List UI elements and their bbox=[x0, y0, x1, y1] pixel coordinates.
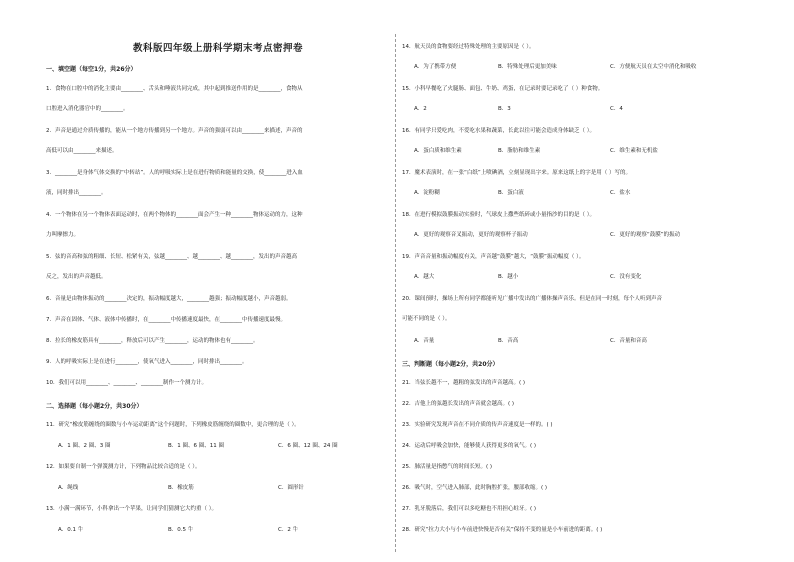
question-line: 9．人的呼吸实际上是在进行________，使氧气进入________，同时排出________。 bbox=[46, 359, 248, 365]
option-c: C．6 圈、12 圈、24 圈 bbox=[278, 443, 338, 449]
choice-question-continued: 可能不同的是（ ）。 bbox=[402, 316, 451, 322]
option-b: B．1 圈、6 圈、11 圈 bbox=[168, 443, 225, 449]
choice-options bbox=[414, 64, 696, 71]
option-c: C．盐水 bbox=[610, 190, 631, 196]
option-b: B．橡皮筋 bbox=[168, 485, 194, 491]
judge-question: 23．实验研究发现声音在不同介质的传声音速度是一样的。( ) bbox=[402, 422, 553, 428]
option-b: B．特殊处理后更加美味 bbox=[498, 64, 557, 70]
choice-question: 20．课间预时，操场上所有同学都能听见广播中发出的广播体操声音乐。但是在同一时刻，每个人听到声音 bbox=[402, 296, 663, 302]
option-c: C．4 bbox=[610, 106, 623, 112]
question-line: 7．声音在固体、气体、液体中传播时，在________中传播速度最快，在________中传播速度最慢。 bbox=[46, 317, 287, 323]
choice-question: 15．小科早餐吃了火腿肠、面包、牛奶、鸡蛋，在记录时要记录吃了（ ）种食物。 bbox=[402, 86, 604, 92]
option-b: B．脂肪和维生素 bbox=[498, 148, 541, 154]
question-line: 10．我们可以用________、________、________制作一个测力计。 bbox=[46, 380, 207, 386]
option-a: A．淀粉糊 bbox=[414, 190, 440, 196]
column-divider bbox=[395, 34, 396, 552]
question-line: 2．声音是通过介质传播的，能从一个地方传播到另一个地方。声音的强弱可以由________来描述，声音的 bbox=[46, 128, 303, 134]
option-c: C．方便航天员在太空中消化和吸收 bbox=[610, 64, 697, 70]
choice-question: 13．小满一满环节，小科拿出一个苹果，让同学们猜测它大约重（ ）。 bbox=[46, 506, 217, 512]
choice-question: 11．研究“橡皮筋缠绕的圈数与小车运动距离”这个问题时，下列橡皮筋缠绕的圈数中，更合理的是（ ）。 bbox=[46, 422, 300, 428]
choice-question: 18．在进行模拟鼓膜振动实验时，气球皮上撒些纸碎或小量指沙的目的是（ ）。 bbox=[402, 212, 595, 218]
judge-question: 21．当弦长越不一，越粗的弦发出的声音越高。( ) bbox=[402, 380, 526, 386]
option-a: A．2 bbox=[414, 106, 427, 112]
option-a: A．音量 bbox=[414, 338, 435, 344]
question-line: 液，同时排出________。 bbox=[46, 190, 107, 196]
option-c: C．没有变化 bbox=[610, 274, 642, 280]
question-line: 5．弦的音高和弦的粗细、长短、松紧有关，弦越________、越________、越________，发出的声音越高 bbox=[46, 254, 298, 260]
section-choice-heading: 二、选择题（每小题2分，共30分） bbox=[46, 403, 143, 410]
choice-options bbox=[58, 527, 298, 534]
page-title: 教科版四年级上册科学期末考点密押卷 bbox=[132, 43, 303, 54]
option-a: A．蛋白质和维生素 bbox=[414, 148, 462, 154]
choice-options bbox=[58, 443, 338, 450]
section-judge-heading: 三、判断题（每小题2分，共20分） bbox=[402, 361, 499, 368]
option-b: B．3 bbox=[498, 106, 511, 112]
question-line: 1．食物在口腔中的消化主要由________、舌头和唾液共同完成，其中起到推送作用的是________，食物从 bbox=[46, 86, 303, 92]
option-a: A．越大 bbox=[414, 274, 435, 280]
choice-question: 17．魔术表演时，在一张“白纸”上喷碘酒，立刻显现出字来。原来这纸上的字是用（ ）写的。 bbox=[402, 170, 631, 176]
option-b: B．越小 bbox=[498, 274, 519, 280]
choice-options bbox=[414, 106, 623, 113]
choice-options bbox=[414, 338, 647, 345]
option-c: C．圆形针 bbox=[278, 485, 304, 491]
judge-question: 24．运动后呼吸会加快，能够使人获得更多的氧气。( ) bbox=[402, 443, 537, 449]
question-line: 口腔进入消化器官中的________。 bbox=[46, 106, 129, 112]
option-a: A．0.1 牛 bbox=[58, 527, 84, 533]
question-line: 3．________是身体气体交换的“中转站”。人的呼吸实际上是在进行物质和能量的交换，使________进入血 bbox=[46, 170, 303, 176]
question-line: 6．音量是由物体振动的________决定的，振动幅度越大，________越强；振动幅度越小，声音越弱。 bbox=[46, 296, 292, 302]
option-b: B．音高 bbox=[498, 338, 519, 344]
question-line: 4．一个物体在另一个物体表面运动时，在两个物体的________面会产生一种________物体运动的力，这种 bbox=[46, 212, 303, 218]
question-line: 8．拉长的橡皮筋具有________，释放后可以产生________，运动的物体也有________。 bbox=[46, 338, 259, 344]
option-c: C．2 牛 bbox=[278, 527, 299, 533]
choice-options bbox=[414, 190, 630, 197]
judge-question: 28．研究“拉力大小与小车前进快慢是否有关”保持不变的量是小车前进的距离。( ) bbox=[402, 527, 603, 533]
judge-question: 26．吸气时，空气进入肺部，此时胸腔扩张，腰部收缩。( ) bbox=[402, 485, 548, 491]
choice-question: 14．航天员的食物要经过特殊处理的主要原因是（ ）。 bbox=[402, 44, 535, 50]
option-c: C．音量和音高 bbox=[610, 338, 647, 344]
choice-question: 12．如果要自制一个弹簧测力计，下列物品比较合适的是（ ）。 bbox=[46, 464, 201, 470]
option-b: B．蛋白液 bbox=[498, 190, 524, 196]
question-line: 力叫摩擦力。 bbox=[46, 232, 80, 238]
choice-options bbox=[58, 485, 304, 492]
option-a: A．为了携带方便 bbox=[414, 64, 457, 70]
option-c: C．更好的观察“鼓膜”的振动 bbox=[610, 232, 681, 238]
choice-options bbox=[414, 148, 658, 155]
judge-question: 22．吉他上的弦越长发出的声音就会越高。( ) bbox=[402, 401, 515, 407]
choice-options bbox=[414, 232, 680, 239]
option-a: A．绳线 bbox=[58, 485, 79, 491]
question-line: 高低可以由________来描述。 bbox=[46, 148, 118, 154]
choice-options bbox=[414, 274, 641, 281]
option-a: A．1 圈、2 圈、3 圈 bbox=[58, 443, 111, 449]
option-a: A．更好的观察音叉振动，更好的观察杯子振动 bbox=[414, 232, 528, 238]
choice-question: 16．有同学只爱吃肉，不爱吃水果和蔬菜，长此以往可能会造成身体缺乏（ ）。 bbox=[402, 128, 595, 134]
option-b: B．0.5 牛 bbox=[168, 527, 194, 533]
question-line: 反之，发出的声音越低。 bbox=[46, 274, 107, 280]
section-fill-heading: 一、填空题（每空1分，共26分） bbox=[46, 66, 137, 73]
judge-question: 25．肺活量是指憋气的时间长短。( ) bbox=[402, 464, 493, 470]
judge-question: 27．乳牙脱落后，我们可以多吃糖也不用担心蛀牙。( ) bbox=[402, 506, 537, 512]
option-c: C．维生素和无机盐 bbox=[610, 148, 658, 154]
choice-question: 19．声音音量和振动幅度有关，声音越“鼓膜”越大，“鼓膜”振动幅度（ ）。 bbox=[402, 254, 585, 260]
